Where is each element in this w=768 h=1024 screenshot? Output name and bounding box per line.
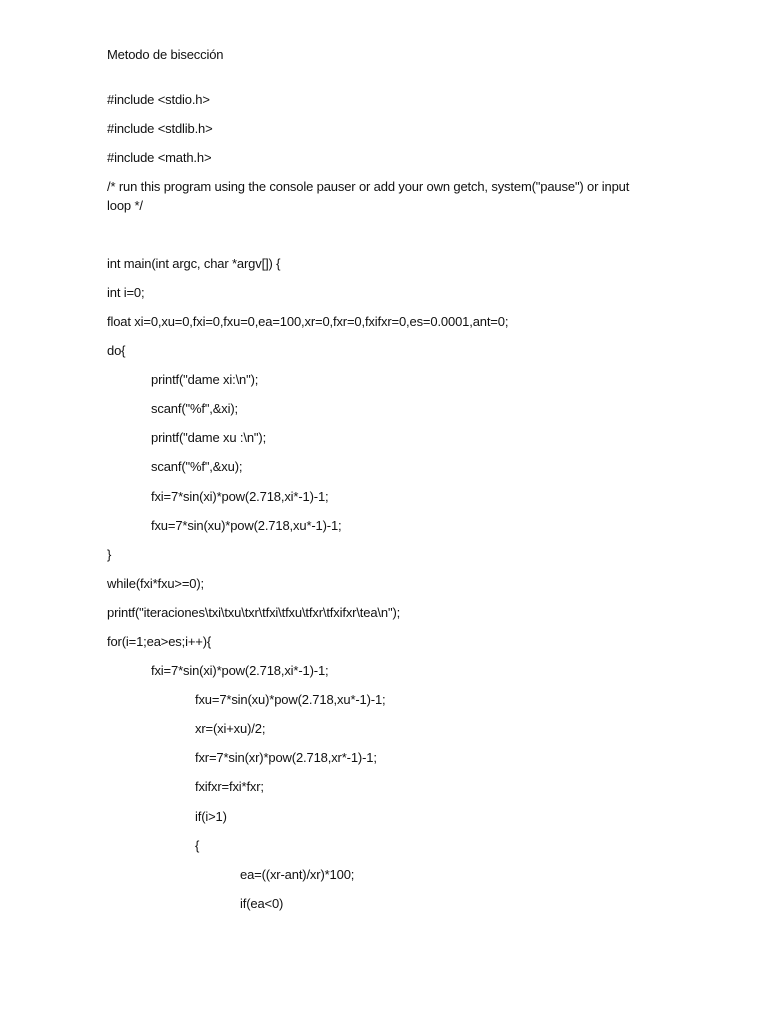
code-line: #include <stdio.h> bbox=[107, 92, 210, 107]
code-line: scanf("%f",&xi); bbox=[151, 401, 239, 416]
code-line: printf("dame xu :\n"); bbox=[151, 430, 267, 445]
code-line: { bbox=[195, 838, 200, 853]
code-line: fxi=7*sin(xi)*pow(2.718,xi*-1)-1; bbox=[151, 663, 329, 678]
code-line: float xi=0,xu=0,fxi=0,fxu=0,ea=100,xr=0,fxr=0,fxifxr=0,es=0.0001,ant=0; bbox=[107, 314, 509, 329]
code-line: scanf("%f",&xu); bbox=[151, 459, 243, 474]
code-line: printf("iteraciones\txi\txu\txr\tfxi\tfxu\tfxr\tfxifxr\tea\n"); bbox=[107, 605, 401, 620]
code-comment: /* run this program using the console pauser or add your own getch, system("pause") or input loop */ bbox=[107, 179, 630, 213]
code-line: xr=(xi+xu)/2; bbox=[195, 721, 266, 736]
code-line: #include <stdlib.h> bbox=[107, 121, 213, 136]
code-line: if(ea<0) bbox=[240, 896, 284, 911]
code-line: fxi=7*sin(xi)*pow(2.718,xi*-1)-1; bbox=[151, 489, 329, 504]
code-line: fxr=7*sin(xr)*pow(2.718,xr*-1)-1; bbox=[195, 750, 377, 765]
code-line: while(fxi*fxu>=0); bbox=[107, 576, 205, 591]
code-line: int i=0; bbox=[107, 285, 145, 300]
code-line: if(i>1) bbox=[195, 809, 227, 824]
code-line: ea=((xr-ant)/xr)*100; bbox=[240, 867, 355, 882]
code-line: int main(int argc, char *argv[]) { bbox=[107, 256, 281, 271]
code-line: printf("dame xi:\n"); bbox=[151, 372, 259, 387]
code-line: do{ bbox=[107, 343, 126, 358]
code-line: fxu=7*sin(xu)*pow(2.718,xu*-1)-1; bbox=[195, 692, 386, 707]
code-line: fxifxr=fxi*fxr; bbox=[195, 779, 264, 794]
code-line: for(i=1;ea>es;i++){ bbox=[107, 634, 212, 649]
document-title: Metodo de bisección bbox=[107, 47, 224, 62]
code-line: fxu=7*sin(xu)*pow(2.718,xu*-1)-1; bbox=[151, 518, 342, 533]
code-line: #include <math.h> bbox=[107, 150, 212, 165]
code-line: } bbox=[107, 547, 112, 562]
